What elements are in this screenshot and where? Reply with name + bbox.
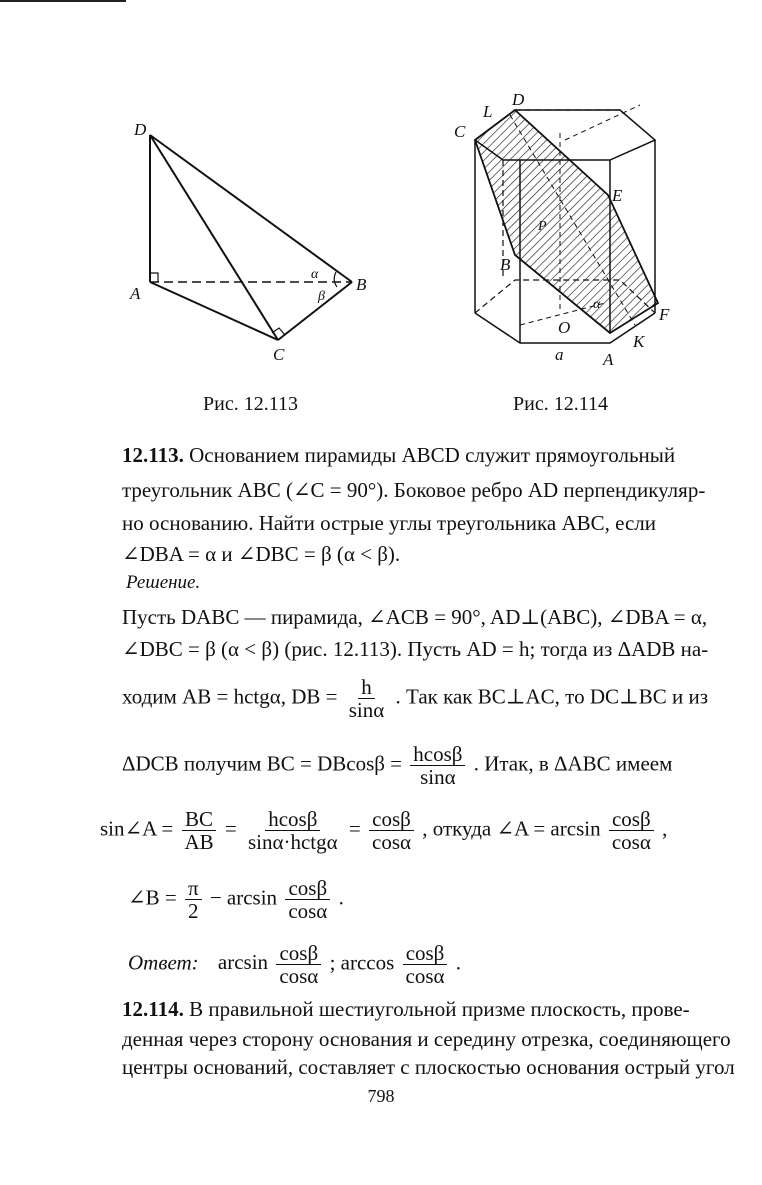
label-alpha: α xyxy=(593,297,601,312)
caption-12-113: Рис. 12.113 xyxy=(203,393,298,415)
label-C: C xyxy=(454,122,466,141)
solution-line-5-b: , откуда ∠A = arcsin xyxy=(422,816,601,841)
label-A: A xyxy=(603,350,614,369)
label-K: K xyxy=(633,332,645,351)
fraction-cosb-cosa-3: $\frac{\cos\beta}{\cos\alpha}$ xyxy=(285,877,330,922)
label-O: O xyxy=(558,318,571,337)
fraction-cosb-cosa-1: $\frac{\cos\beta}{\cos\alpha}$ xyxy=(369,808,414,853)
answer-arcsin: arcsin xyxy=(217,950,269,975)
label-beta: β xyxy=(318,289,325,304)
problem-113-number: 12.113. xyxy=(122,443,184,467)
label-D: D xyxy=(134,120,147,139)
solution-line-4-a: ΔDCB получим BC = DBcosβ = xyxy=(122,751,403,776)
problem-114-number: 12.114. xyxy=(122,997,184,1021)
solution-line-6-b: − arcsin xyxy=(209,885,278,910)
figure-12-114 xyxy=(440,85,680,370)
problem-113-line-4: ∠DBA = α и ∠DBC = β (α < β). xyxy=(122,542,401,566)
label-F: F xyxy=(659,305,670,324)
label-P: P xyxy=(538,219,547,234)
problem-113-line-2: треугольник ABC (∠C = 90°). Боковое ребро AD перпендикуляр- xyxy=(122,478,706,502)
figure-12-113 xyxy=(120,115,380,370)
label-C: C xyxy=(273,345,285,364)
solution-line-6-a: ∠B = xyxy=(128,885,177,910)
solution-line-3-a: ходим AB = hctgα, DB = xyxy=(122,684,338,709)
problem-114-text-1: В правильной шестиугольной призме плоскость, прове- xyxy=(189,997,690,1021)
problem-114-line-1 xyxy=(122,997,690,1022)
solution-line-2: ∠DBC = β (α < β) (рис. 12.113). Пусть AD = h; тогда из ΔADB на- xyxy=(122,637,709,661)
solution-line-5-a: sin∠A = xyxy=(100,816,174,841)
solution-line-4 xyxy=(122,743,672,788)
solution-line-3 xyxy=(122,676,708,721)
problem-114-line-3: центры оснований, составляет с плоскостью основания острый угол xyxy=(122,1055,735,1079)
answer-fraction-1: $\frac{\cos\beta}{\cos\alpha}$ xyxy=(276,942,321,987)
answer-label: Ответ: xyxy=(128,950,199,975)
label-D: D xyxy=(512,90,525,109)
solution-line-6: ∠B = $\frac{\pi}{2}$ − arcsin $\frac{\cos\beta}{\cos\alpha}$ . xyxy=(128,876,344,923)
solution-label: Решение. xyxy=(126,572,201,593)
problem-113-line-3: но основанию. Найти острые углы треугольника ABC, если xyxy=(122,511,657,535)
label-B: B xyxy=(500,255,511,274)
problem-114-line-2: денная через сторону основания и середину отрезка, соединяющего xyxy=(122,1027,731,1051)
fraction-hcosb-sina-hctga: $\frac{hcos\beta}{\text{sinα·hctgα}}$ xyxy=(247,807,338,854)
label-A: A xyxy=(130,284,141,303)
solution-line-1: Пусть DABC — пирамида, ∠ACB = 90°, AD⊥(ABC), ∠DBA = α, xyxy=(122,605,708,629)
fraction-h-over-sina: $\frac{h}{\sin\alpha}$ xyxy=(348,675,385,722)
top-rule xyxy=(0,0,126,2)
solution-line-3-b: . Так как BC⊥AC, то DC⊥BC и из xyxy=(395,684,709,709)
fraction-bc-ab: $\frac{BC}{AB}$ xyxy=(181,808,216,853)
label-E: E xyxy=(612,186,623,205)
fraction-pi-over-2: $\frac{\pi}{2}$ xyxy=(185,877,202,922)
answer-line: Ответ: arcsin $\frac{\cos\beta}{\cos\alpha}$ ; arccos $\frac{\cos\beta}{\cos\alpha}$ . xyxy=(128,941,462,988)
label-a: a xyxy=(555,345,564,364)
label-alpha: α xyxy=(311,267,319,282)
fraction-cosb-cosa-2: $\frac{\cos\beta}{\cos\alpha}$ xyxy=(609,808,654,853)
page-number: 798 xyxy=(367,1086,395,1106)
caption-12-114: Рис. 12.114 xyxy=(513,393,608,415)
solution-line-5: sin∠A = $\frac{BC}{AB}$ = $\frac{hcos\beta}{\text{sinα·hctgα}}$ = $\frac{\cos\beta}{\cos\alpha}$ , откуда ∠A = arcsin $\frac{\cos\beta}{\cos\alpha}$ , xyxy=(100,807,668,854)
answer-arccos: ; arccos xyxy=(329,950,395,975)
pyramid-diagram xyxy=(120,115,380,370)
prism-diagram xyxy=(440,85,680,370)
problem-113-line-1 xyxy=(122,443,675,468)
label-L: L xyxy=(483,102,493,121)
fraction-hcosb-over-sina: $\frac{hcos\beta}{\sin\alpha}$ xyxy=(410,743,465,788)
problem-113-text-1: Основанием пирамиды ABCD служит прямоугольный xyxy=(189,443,676,467)
solution-line-4-b: . Итак, в ΔABC имеем xyxy=(473,751,673,776)
label-B: B xyxy=(356,275,367,294)
answer-fraction-2: $\frac{\cos\beta}{\cos\alpha}$ xyxy=(403,942,448,987)
